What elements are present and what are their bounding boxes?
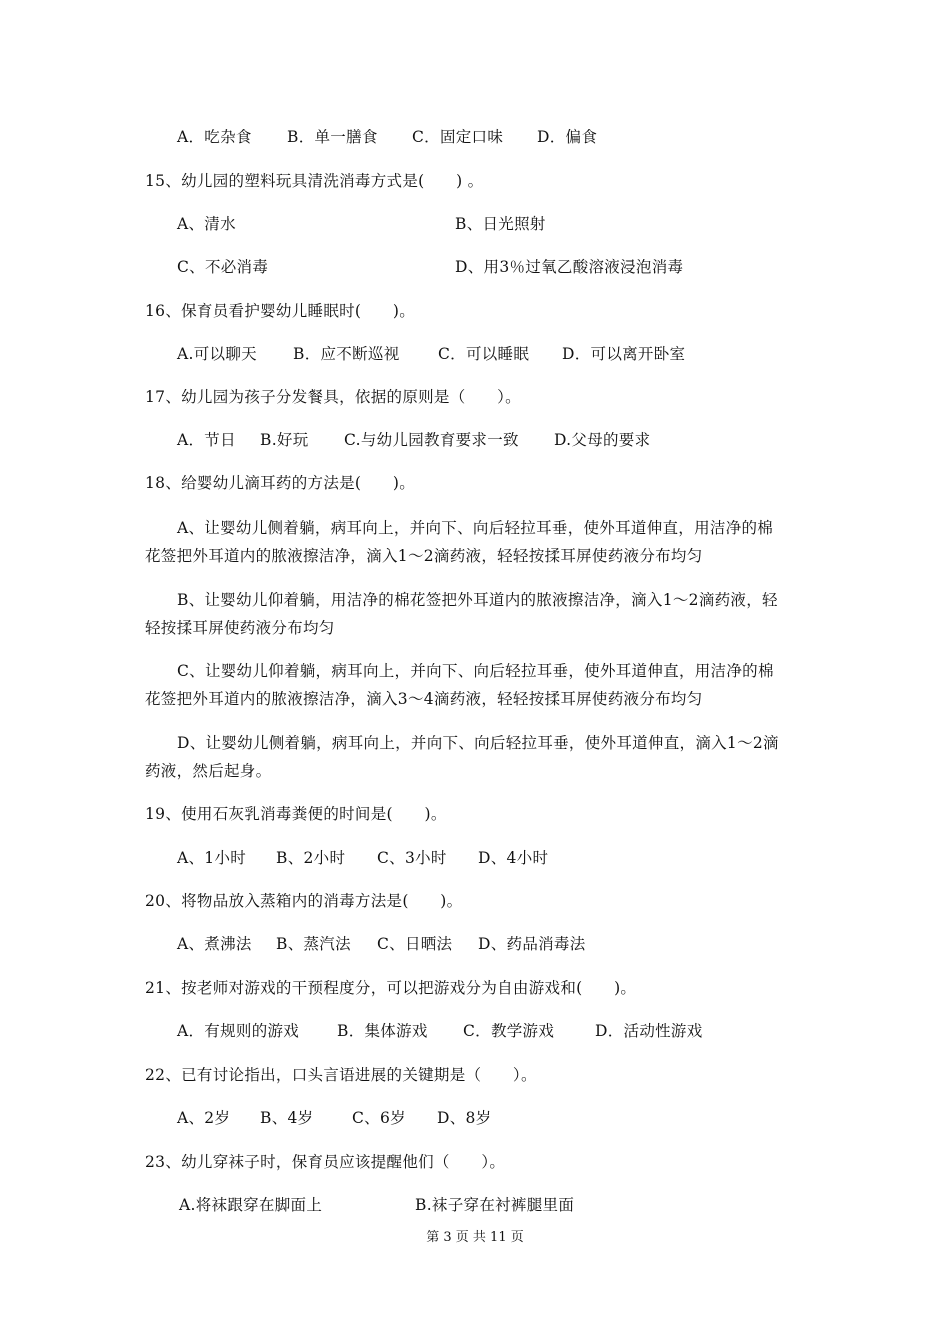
q14-option-d: D．偏食 [537,128,598,146]
q18-option-d-line2: 药液，然后起身。 [145,762,272,780]
q17-question: 17、幼儿园为孩子分发餐具，依据的原则是（ ）。 [145,388,521,406]
q20-option-c: C、日晒法 [377,935,453,953]
q14-option-a: A．吃杂食 [177,128,252,146]
page-number-footer: 第 3 页 共 11 页 [426,1230,524,1245]
q21-option-a: A．有规则的游戏 [177,1022,300,1040]
q21-question: 21、按老师对游戏的干预程度分，可以把游戏分为自由游戏和( )。 [145,979,637,997]
q16-question: 16、保育员看护婴幼儿睡眠时( )。 [145,302,416,320]
q18-option-b-line2: 轻按揉耳屏使药液分布均匀 [145,619,335,637]
q22-option-c: C、6岁 [352,1109,406,1127]
q16-option-a: A.可以聊天 [177,345,257,363]
q21-option-c: C．教学游戏 [463,1022,555,1040]
q14-option-c: C．固定口味 [412,128,504,146]
q22-option-a: A、2岁 [177,1109,231,1127]
q17-option-a: A．节日 [177,431,236,449]
q18-option-c-line1: C、让婴幼儿仰着躺，病耳向上，并向下、向后轻拉耳垂，使外耳道伸直，用洁净的棉 [177,662,774,680]
q19-question: 19、使用石灰乳消毒粪便的时间是( )。 [145,805,447,823]
q20-option-a: A、煮沸法 [177,935,252,953]
q18-option-a-line1: A、让婴幼儿侧着躺，病耳向上，并向下、向后轻拉耳垂，使外耳道伸直，用洁净的棉 [177,519,774,537]
q16-option-d: D．可以离开卧室 [562,345,686,363]
q16-option-c: C．可以睡眠 [438,345,530,363]
q14-option-b: B．单一膳食 [287,128,378,146]
q18-option-b-line1: B、让婴幼儿仰着躺，用洁净的棉花签把外耳道内的脓液擦洁净，滴入1～2滴药液，轻 [177,591,778,609]
q23-question: 23、幼儿穿袜子时，保育员应该提醒他们（ ）。 [145,1153,506,1171]
q17-option-d: D.父母的要求 [554,431,651,449]
q19-option-a: A、1小时 [177,849,247,867]
q18-option-d-line1: D、让婴幼儿侧着躺，病耳向上，并向下、向后轻拉耳垂，使外耳道伸直，滴入1～2滴 [177,734,779,752]
q18-option-c-line2: 花签把外耳道内的脓液擦洁净，滴入3～4滴药液，轻轻按揉耳屏使药液分布均匀 [145,690,703,708]
q15-option-a: A、清水 [177,215,236,233]
q22-question: 22、已有讨论指出，口头言语进展的关键期是（ ）。 [145,1066,537,1084]
q22-option-d: D、8岁 [437,1109,492,1127]
q18-question: 18、给婴幼儿滴耳药的方法是( )。 [145,474,416,492]
q20-option-b: B、蒸汽法 [276,935,351,953]
q16-option-b: B．应不断巡视 [293,345,400,363]
q17-option-b: B.好玩 [260,431,309,449]
q19-option-d: D、4小时 [478,849,549,867]
q20-option-d: D、药品消毒法 [478,935,586,953]
q17-option-c: C.与幼儿园教育要求一致 [344,431,519,449]
q23-option-b: B.袜子穿在衬裤腿里面 [415,1196,575,1214]
q19-option-c: C、3小时 [377,849,447,867]
q15-option-c: C、不必消毒 [177,258,269,276]
q22-option-b: B、4岁 [260,1109,314,1127]
q15-option-d: D、用3％过氧乙酸溶液浸泡消毒 [455,258,684,276]
q15-option-b: B、日光照射 [455,215,546,233]
q19-option-b: B、2小时 [276,849,346,867]
q21-option-d: D．活动性游戏 [595,1022,703,1040]
q21-option-b: B．集体游戏 [337,1022,428,1040]
q15-question: 15、幼儿园的塑料玩具清洗消毒方式是( ) 。 [145,172,484,190]
q20-question: 20、将物品放入蒸箱内的消毒方法是( )。 [145,892,463,910]
q23-option-a: A.将袜跟穿在脚面上 [179,1196,323,1214]
q18-option-a-line2: 花签把外耳道内的脓液擦洁净，滴入1～2滴药液，轻轻按揉耳屏使药液分布均匀 [145,547,703,565]
